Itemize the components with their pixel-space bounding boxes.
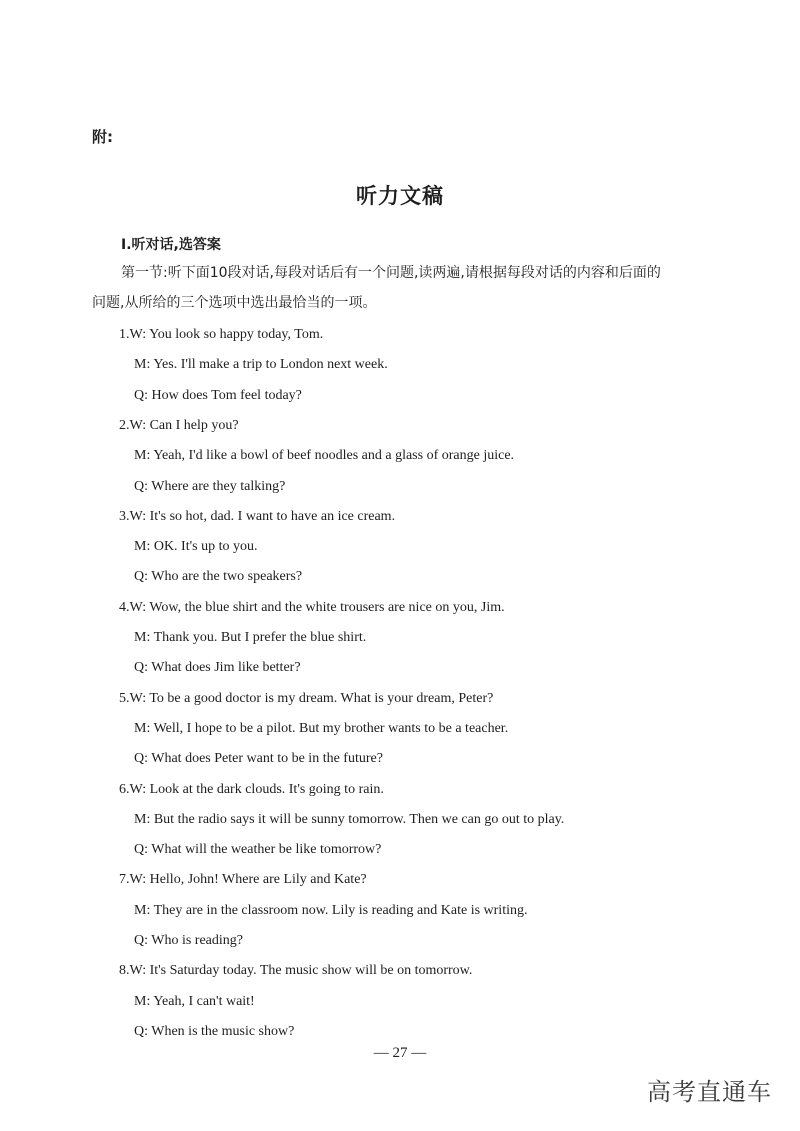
dialogue-woman-line-text: W: Can I help you? bbox=[129, 418, 239, 433]
dialogue-man-line-text: M: Well, I hope to be a pilot. But my brother wants to be a teacher. bbox=[134, 721, 509, 736]
dialogue-question-line bbox=[134, 387, 302, 405]
dialogue-number: 2. bbox=[119, 418, 130, 433]
dialogue-man-line bbox=[134, 356, 388, 374]
dialogue-man-line bbox=[134, 993, 255, 1011]
dialogue-question-line-text: Q: Who are the two speakers? bbox=[134, 569, 303, 584]
dialogue-man-line bbox=[134, 720, 508, 738]
dialogue-man-line bbox=[134, 902, 527, 920]
dialogue-number: 7. bbox=[119, 872, 130, 887]
dialogue-man-line bbox=[134, 811, 564, 829]
dialogue-number: 3. bbox=[119, 509, 130, 524]
dialogue-woman-line-text: W: It's Saturday today. The music show will be on tomorrow. bbox=[129, 963, 473, 978]
dialogue-man-line-text: M: Yeah, I can't wait! bbox=[134, 994, 255, 1009]
watermark-text: 高考直通车 bbox=[647, 1078, 772, 1106]
instruction-line-1: 第一节:听下面10段对话,每段对话后有一个问题,读两遍,请根据每段对话的内容和后面的 bbox=[121, 265, 661, 281]
dialogue-question-line bbox=[134, 568, 302, 586]
dialogue-woman-line-text: W: Look at the dark clouds. It's going to rain. bbox=[129, 782, 384, 797]
dialogue-woman-line bbox=[119, 508, 395, 526]
instruction-line-2: 问题,从所给的三个选项中选出最恰当的一项。 bbox=[92, 295, 377, 311]
dialogue-question-line bbox=[134, 1023, 294, 1041]
dialogue-woman-line-text: W: It's so hot, dad. I want to have an ice cream. bbox=[129, 509, 396, 524]
dialogue-woman-line bbox=[119, 871, 367, 889]
dialogue-number: 6. bbox=[119, 782, 130, 797]
dialogue-woman-line-text: W: You look so happy today, Tom. bbox=[129, 327, 324, 342]
dialogue-woman-line-text: W: Hello, John! Where are Lily and Kate? bbox=[129, 872, 367, 887]
dialogue-man-line-text: M: They are in the classroom now. Lily is reading and Kate is writing. bbox=[134, 903, 528, 918]
page-number: — 27 — bbox=[373, 1045, 427, 1061]
dialogue-question-line-text: Q: What will the weather be like tomorrow? bbox=[134, 842, 382, 857]
section-heading: Ⅰ.听对话,选答案 bbox=[121, 237, 221, 253]
dialogue-man-line-text: M: OK. It's up to you. bbox=[134, 539, 258, 554]
dialogue-woman-line bbox=[119, 326, 323, 344]
dialogue-man-line bbox=[134, 447, 514, 465]
dialogue-woman-line-text: W: To be a good doctor is my dream. What is your dream, Peter? bbox=[129, 691, 494, 706]
dialogue-question-line bbox=[134, 932, 243, 950]
dialogue-question-line-text: Q: What does Jim like better? bbox=[134, 660, 301, 675]
dialogue-question-line-text: Q: What does Peter want to be in the future? bbox=[134, 751, 383, 766]
dialogue-man-line bbox=[134, 538, 257, 556]
dialogue-question-line bbox=[134, 478, 285, 496]
page-title: 听力文稿 bbox=[356, 184, 444, 208]
dialogue-number: 4. bbox=[119, 600, 130, 615]
dialogue-man-line-text: M: Thank you. But I prefer the blue shirt. bbox=[134, 630, 367, 645]
dialogue-woman-line bbox=[119, 781, 384, 799]
dialogue-number: 8. bbox=[119, 963, 130, 978]
dialogue-question-line-text: Q: When is the music show? bbox=[134, 1024, 295, 1039]
dialogue-woman-line bbox=[119, 599, 505, 617]
dialogue-number: 5. bbox=[119, 691, 130, 706]
dialogue-woman-line bbox=[119, 417, 239, 435]
dialogue-question-line bbox=[134, 750, 383, 768]
dialogue-man-line-text: M: But the radio says it will be sunny tomorrow. Then we can go out to play. bbox=[134, 812, 565, 827]
dialogue-question-line bbox=[134, 841, 381, 859]
dialogue-question-line-text: Q: How does Tom feel today? bbox=[134, 388, 302, 403]
dialogue-man-line bbox=[134, 629, 366, 647]
dialogue-woman-line bbox=[119, 690, 493, 708]
dialogue-question-line-text: Q: Who is reading? bbox=[134, 933, 243, 948]
dialogue-number: 1. bbox=[119, 327, 130, 342]
dialogue-question-line-text: Q: Where are they talking? bbox=[134, 479, 286, 494]
dialogue-woman-line-text: W: Wow, the blue shirt and the white trousers are nice on you, Jim. bbox=[129, 600, 505, 615]
dialogue-man-line-text: M: Yes. I'll make a trip to London next week. bbox=[134, 357, 388, 372]
dialogue-question-line bbox=[134, 659, 301, 677]
dialogue-man-line-text: M: Yeah, I'd like a bowl of beef noodles and a glass of orange juice. bbox=[134, 448, 515, 463]
dialogue-woman-line bbox=[119, 962, 472, 980]
appendix-label: 附: bbox=[92, 128, 113, 146]
